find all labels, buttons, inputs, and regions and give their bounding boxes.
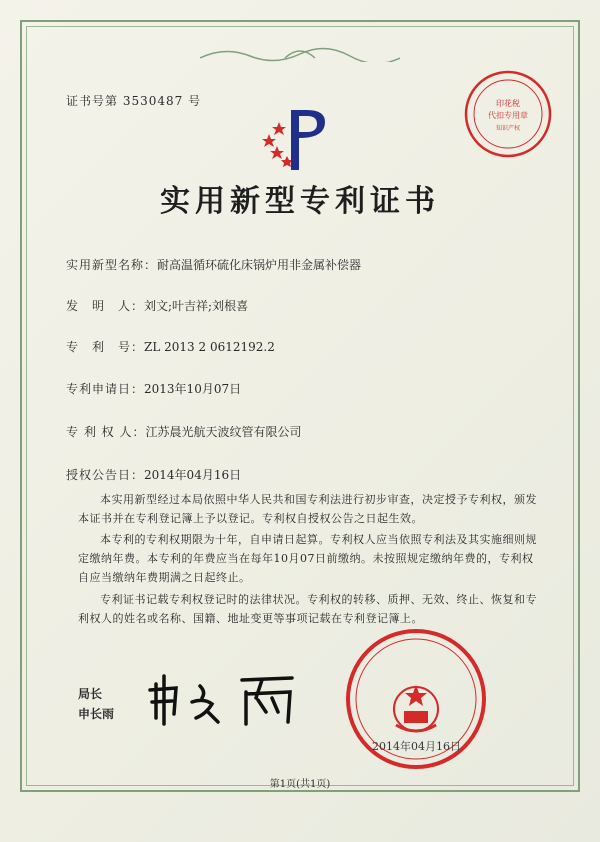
top-ornament: [200, 44, 400, 62]
director-signature: [142, 668, 322, 728]
sipo-logo-icon: [255, 98, 335, 178]
field-value: 2014年04月16日: [144, 468, 242, 482]
svg-text:代扣专用章: 代扣专用章: [488, 111, 528, 120]
field-label: 实用新型名称：: [66, 258, 158, 272]
cert-no-label: 证书号第: [66, 94, 119, 108]
field-value: 刘文;叶吉祥;刘根喜: [144, 299, 249, 313]
field-utility-model-name: [66, 256, 361, 273]
field-patentee: [66, 423, 301, 440]
seal-date: 2014年04月16日: [372, 740, 461, 753]
field-patent-number: [66, 338, 275, 355]
svg-text:知识产权: 知识产权: [495, 125, 521, 132]
field-value: ZL 2013 2 0612192.2: [144, 340, 275, 354]
field-value: 2013年10月07日: [144, 382, 242, 396]
field-label: 发 明 人：: [66, 299, 145, 313]
field-inventors: [66, 297, 248, 314]
field-grant-date: [66, 466, 241, 483]
page-title: 实用新型专利证书: [160, 184, 440, 219]
body-paragraph-2: 本专利的专利权期限为十年，自申请日起算。专利权人应当依照专利法及其实施细则规定缴纳年费。本专利的年费应当在每年10月07日前缴纳。未按照规定缴纳年费的，专利权自应当缴纳年费期满之日起终止。: [78, 533, 537, 584]
field-value: 耐高温循环硫化床锅炉用非金属补偿器: [157, 258, 362, 272]
cert-no-value: 3530487: [122, 94, 184, 108]
body-paragraph-3: 专利证书记载专利权登记时的法律状况。专利权的转移、质押、无效、终止、恢复和专利权人的姓名或名称、国籍、地址变更等事项记载在专利登记簿上。: [78, 593, 537, 625]
body-paragraph-1: 本实用新型经过本局依照中华人民共和国专利法进行初步审查，决定授予专利权，颁发本证书并在专利登记簿上予以登记。专利权自授权公告之日起生效。: [78, 493, 537, 525]
field-label: 专利申请日：: [66, 382, 145, 396]
cert-no-suffix: 号: [188, 94, 202, 108]
field-label: 授权公告日：: [66, 468, 145, 482]
director-block: [78, 684, 114, 724]
director-name: 申长雨: [78, 707, 115, 721]
field-label: 专 利 号：: [66, 340, 145, 354]
director-title: 局长: [78, 687, 103, 701]
svg-text:印花税: 印花税: [496, 99, 520, 108]
page-number: 第1页(共1页): [269, 779, 331, 790]
certificate-number: [66, 92, 201, 109]
field-label: 专 利 权 人：: [66, 425, 146, 439]
field-application-date: [66, 380, 241, 397]
bookstore-stamp: [460, 66, 556, 162]
field-value: 江苏晨光航天波纹管有限公司: [145, 425, 302, 439]
